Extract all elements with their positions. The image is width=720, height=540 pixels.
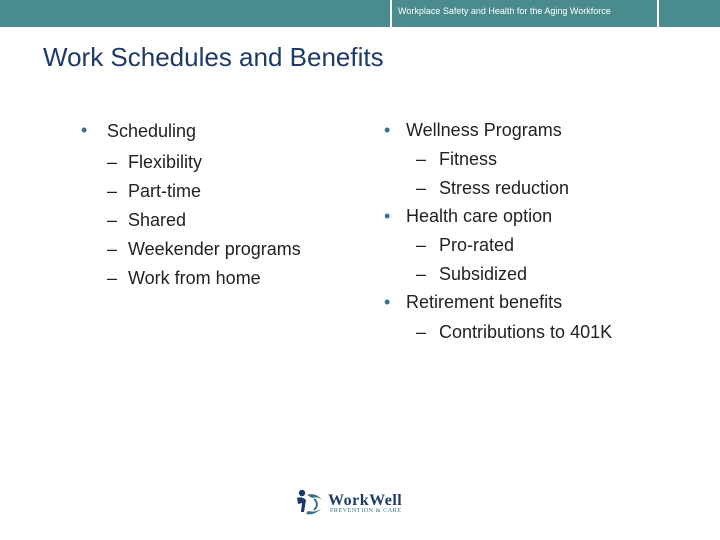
dash-icon: –: [416, 264, 427, 284]
bullet-icon: •: [384, 292, 391, 312]
dash-icon: –: [416, 149, 427, 169]
dash-icon: –: [107, 181, 118, 201]
header-divider: [390, 0, 392, 27]
sub-item: Flexibility: [128, 152, 203, 172]
dash-icon: –: [416, 235, 427, 255]
dash-icon: –: [416, 178, 427, 198]
bullet-icon: •: [81, 120, 88, 140]
header-text: Workplace Safety and Health for the Aging Workforce: [398, 6, 611, 16]
bullet-wellness: Wellness Programs: [406, 120, 562, 140]
workwell-logo: [292, 486, 422, 520]
sub-item: Stress reduction: [439, 178, 570, 198]
sub-item: Work from home: [128, 268, 261, 288]
header-divider: [657, 0, 659, 27]
sub-item: Pro-rated: [439, 235, 515, 255]
slide-title: Work Schedules and Benefits: [43, 42, 384, 72]
sub-item: Fitness: [439, 149, 498, 169]
bullet-health: Health care option: [406, 206, 553, 226]
header-bar: [0, 0, 720, 27]
bullet-scheduling: Scheduling: [107, 121, 197, 141]
person-logo-icon: [292, 486, 326, 520]
sub-item: Weekender programs: [128, 239, 301, 259]
sub-item: Shared: [128, 210, 187, 230]
bullet-icon: •: [384, 206, 391, 226]
logo-name: WorkWell: [328, 492, 403, 509]
dash-icon: –: [107, 239, 118, 259]
bullet-icon: •: [384, 120, 391, 140]
dash-icon: –: [107, 268, 118, 288]
logo-tagline: PREVENTION & CARE: [330, 508, 402, 514]
sub-item: Contributions to 401K: [439, 322, 613, 342]
dash-icon: –: [416, 322, 427, 342]
sub-item: Part-time: [128, 181, 202, 201]
dash-icon: –: [107, 210, 118, 230]
sub-item: Subsidized: [439, 264, 528, 284]
dash-icon: –: [107, 152, 118, 172]
bullet-retirement: Retirement benefits: [406, 292, 563, 312]
